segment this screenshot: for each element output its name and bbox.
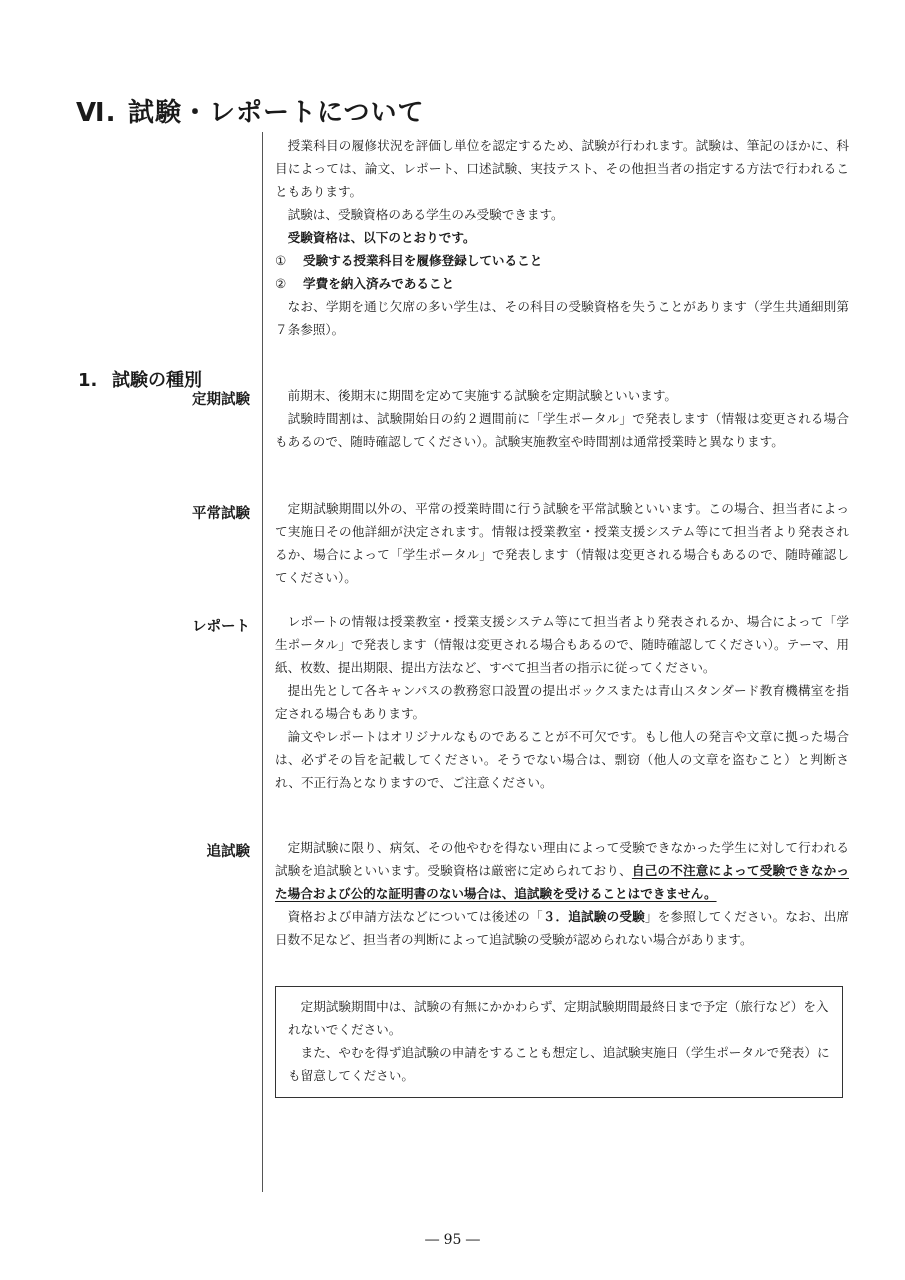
list-text: 受験する授業科目を履修登録していること xyxy=(303,253,543,268)
subhead-teiki: 定期試験 xyxy=(192,392,250,408)
tsui-text: 資格および申請方法などについては後述の「 xyxy=(287,909,543,924)
intro-paragraph: なお、学期を通じ欠席の多い学生は、その科目の受験資格を失うことがあります（学生共通細則第７条参照）。 xyxy=(275,299,849,337)
chapter-title-text: 試験・レポートについて xyxy=(128,98,425,128)
subhead-tsui: 追試験 xyxy=(206,844,250,860)
teiki-paragraph: 試験時間割は、試験開始日の約２週間前に「学生ポータル」で発表します（情報は変更される場合もあるので、随時確認してください）。試験実施教室や時間割は通常授業時と異なります。 xyxy=(275,411,849,449)
report-paragraph: 論文やレポートはオリジナルなものであることが不可欠です。もし他人の発言や文章に拠った場合は、必ずその旨を記載してください。そうでない場合は、剽窃（他人の文章を盗むこと）と判断され、不正行為となりますので、ご注意ください。 xyxy=(275,729,849,790)
subhead-report: レポート xyxy=(192,619,250,635)
chapter-title xyxy=(76,92,424,129)
notice-paragraph: 定期試験期間中は、試験の有無にかかわらず、定期試験期間最終日まで予定（旅行など）を入れないでください。 xyxy=(288,999,829,1037)
tsui-paragraph xyxy=(275,836,849,905)
notice-box xyxy=(275,986,843,1098)
eligibility-item xyxy=(275,249,849,272)
heijo-block xyxy=(275,497,849,589)
list-marker: ② xyxy=(275,276,287,291)
tsui-text: 」を参照してください。なお、出席日数不足など、担当者の判断によって追試験の受験が認められない場合があります。 xyxy=(275,909,850,947)
page-number: ― 95 ― xyxy=(425,1232,480,1248)
subhead-heijo: 平常試験 xyxy=(192,506,250,522)
tsui-paragraph xyxy=(275,905,849,951)
vertical-divider xyxy=(262,132,263,1192)
report-paragraph: 提出先として各キャンパスの教務窓口設置の提出ボックスまたは青山スタンダード教育機構室を指定される場合もあります。 xyxy=(275,683,849,721)
tsui-text: 定期試験に限り、病気、その他やむを得ない理由によって受験できなかった学生に対して行われる試験を追試験といいます。受験資格は厳密に定められており、 xyxy=(275,840,849,878)
tsui-emphasis: 自己の不注意によって受験できなかった場合および公的な証明書のない場合は、追試験を受けることはできません。 xyxy=(275,863,849,901)
teiki-block xyxy=(275,384,849,453)
list-marker: ① xyxy=(275,253,287,268)
list-text: 学費を納入済みであること xyxy=(303,276,455,291)
tsui-block xyxy=(275,836,849,951)
report-paragraph: レポートの情報は授業教室・授業支援システム等にて担当者より発表されるか、場合によって「学生ポータル」で発表します（情報は変更される場合もあるので、随時確認してください）。テーマ、用紙、枚数、提出期限、提出方法など、すべて担当者の指示に従ってください。 xyxy=(275,614,849,675)
chapter-number: Ⅵ. xyxy=(76,98,117,128)
heijo-paragraph: 定期試験期間以外の、平常の授業時間に行う試験を平常試験といいます。この場合、担当者によって実施日その他詳細が決定されます。情報は授業教室・授業支援システム等にて担当者より発表されるか、場合によって「学生ポータル」で発表します（情報は変更される場合もあるので、随時確認してください）。 xyxy=(275,501,849,585)
notice-paragraph: また、やむを得ず追試験の申請をすることも想定し、追試験実施日（学生ポータルで発表）にも留意してください。 xyxy=(288,1045,830,1083)
teiki-paragraph: 前期末、後期末に期間を定めて実施する試験を定期試験といいます。 xyxy=(287,388,677,403)
section-number: 1. xyxy=(78,370,98,391)
section-title: 試験の種別 xyxy=(112,370,202,391)
intro-paragraph: 試験は、受験資格のある学生のみ受験できます。 xyxy=(287,207,564,222)
section-heading xyxy=(78,366,202,392)
intro-paragraph: 授業科目の履修状況を評価し単位を認定するため、試験が行われます。試験は、筆記のほかに、科目によっては、論文、レポート、口述試験、実技テスト、その他担当者の指定する方法で行われることもあります。 xyxy=(275,138,849,199)
eligibility-item xyxy=(275,272,849,295)
intro-block xyxy=(275,134,849,341)
cross-reference: ３．追試験の受験 xyxy=(542,909,645,924)
report-block xyxy=(275,610,849,794)
eligibility-lead: 受験資格は、以下のとおりです。 xyxy=(287,230,476,245)
